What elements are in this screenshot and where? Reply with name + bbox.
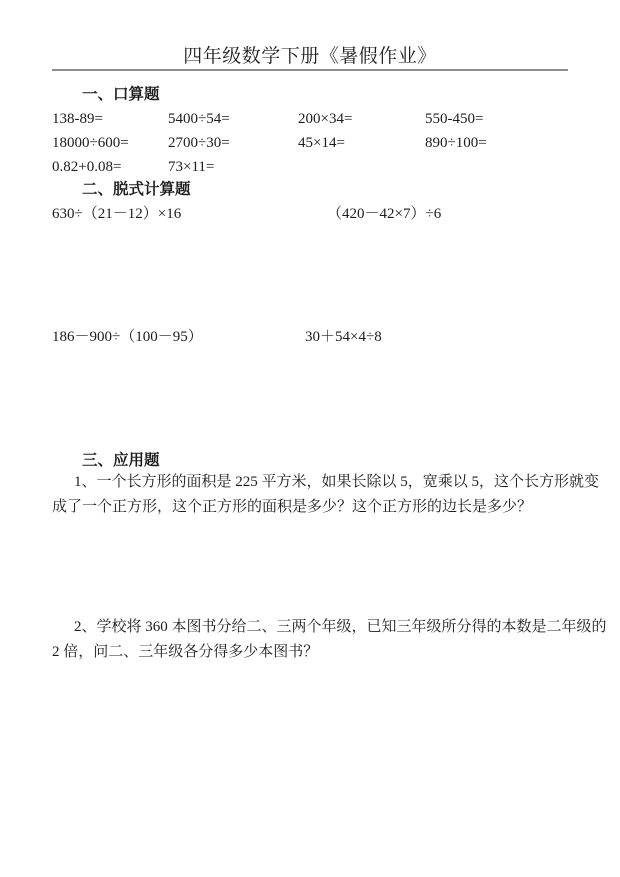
applied-problem-2: [52, 615, 607, 665]
problem-text-line: 2、学校将 360 本图书分给二、三两个年级，已知三年级所分得的本数是二年级的: [74, 619, 607, 635]
stepwise-row: [52, 202, 582, 222]
page-title: 四年级数学下册《暑假作业》: [183, 46, 437, 67]
oral-problem: 138-89=: [52, 110, 103, 127]
stepwise-expression: 186－900÷（100－95）: [52, 329, 203, 345]
stepwise-expression: （420－42×7）÷6: [327, 206, 442, 222]
oral-problem: 5400÷54=: [168, 110, 230, 127]
stepwise-row: [52, 325, 582, 345]
section-heading-stepwise: 二、脱式计算题: [82, 181, 191, 198]
oral-problem: 0.82+0.08=: [52, 158, 122, 175]
oral-problem: 45×14=: [298, 134, 345, 151]
oral-problem: 550-450=: [425, 110, 484, 127]
oral-problem: 200×34=: [298, 110, 353, 127]
oral-problem: 890÷100=: [425, 134, 487, 151]
problem-text-line: 1、一个长方形的面积是 225 平方米，如果长除以 5，宽乘以 5，这个长方形就变: [74, 474, 600, 490]
oral-problem: 2700÷30=: [168, 134, 230, 151]
oral-problem: 73×11=: [168, 158, 215, 175]
oral-problem: 18000÷600=: [52, 134, 129, 151]
problem-text-line: 2 倍，问二、三年级各分得多少本图书？: [52, 644, 319, 660]
section-heading-oral: 一、口算题: [82, 86, 160, 103]
applied-problem-1: [52, 470, 600, 520]
oral-problems-grid: [52, 107, 582, 179]
stepwise-expression: 30＋54×4÷8: [305, 329, 382, 345]
stepwise-expression: 630÷（21－12）×16: [52, 206, 182, 222]
section-heading-applied: 三、应用题: [82, 452, 160, 469]
title-divider: [52, 69, 568, 71]
problem-text-line: 成了一个正方形，这个正方形的面积是多少？这个正方形的边长是多少？: [52, 499, 533, 515]
